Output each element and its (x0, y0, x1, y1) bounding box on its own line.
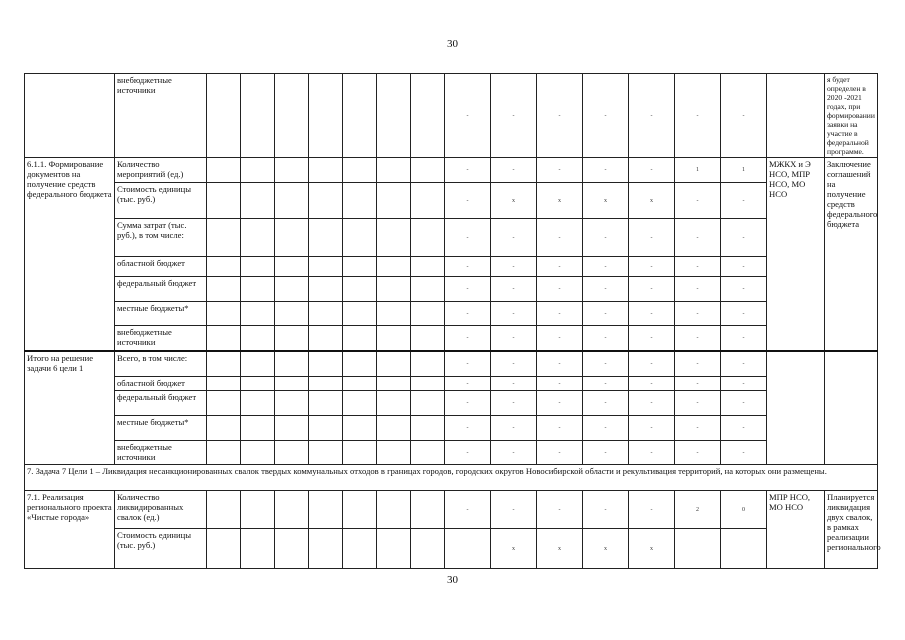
value-cell: - (445, 277, 491, 302)
indicator: областной бюджет (115, 257, 207, 277)
value-cell: - (491, 326, 537, 351)
empty-cell (825, 351, 878, 465)
empty-cell (275, 183, 309, 219)
table-row (25, 441, 878, 465)
value-cell (445, 529, 491, 569)
table-row (25, 74, 878, 158)
table-row (25, 351, 878, 377)
value-cell: - (629, 74, 675, 158)
empty-cell (241, 491, 275, 529)
empty-cell (241, 277, 275, 302)
value-cell: - (445, 441, 491, 465)
empty-cell (241, 219, 275, 257)
value-cell: - (629, 377, 675, 391)
empty-cell (411, 219, 445, 257)
value-cell: - (491, 377, 537, 391)
empty-cell (275, 219, 309, 257)
value-cell: - (629, 351, 675, 377)
indicator: федеральный бюджет (115, 391, 207, 416)
empty-cell (309, 441, 343, 465)
indicator: Количество ликвидированных свалок (ед.) (115, 491, 207, 529)
activity-name: 6.1.1. Формирование документов на получение средств федерального бюджета (25, 158, 115, 351)
value-cell: - (629, 302, 675, 326)
empty-cell (377, 529, 411, 569)
value-cell: - (537, 391, 583, 416)
value-cell: - (537, 257, 583, 277)
empty-cell (275, 158, 309, 183)
empty-cell (207, 491, 241, 529)
indicator: Стоимость единицы (тыс. руб.) (115, 183, 207, 219)
indicator: Сумма затрат (тыс. руб.), в том числе: (115, 219, 207, 257)
value-cell: - (721, 302, 767, 326)
empty-cell (241, 257, 275, 277)
value-cell: - (721, 219, 767, 257)
indicator: Количество мероприятий (ед.) (115, 158, 207, 183)
empty-cell (241, 441, 275, 465)
table-row (25, 158, 878, 183)
value-cell: - (537, 351, 583, 377)
note: Планируется ликвидация двух свалок, в рамках реализации регионального (825, 491, 878, 569)
value-cell: - (537, 158, 583, 183)
value-cell: - (721, 257, 767, 277)
empty-cell (343, 391, 377, 416)
empty-cell (411, 529, 445, 569)
value-cell: x (583, 183, 629, 219)
empty-cell (309, 351, 343, 377)
empty-cell (275, 302, 309, 326)
empty-cell (377, 377, 411, 391)
table-row (25, 219, 878, 257)
value-cell: - (721, 277, 767, 302)
empty-cell (377, 277, 411, 302)
indicator: областной бюджет (115, 377, 207, 391)
value-cell: - (675, 302, 721, 326)
value-cell: x (629, 529, 675, 569)
table-row (25, 491, 878, 529)
table-row (25, 257, 878, 277)
table-row (25, 377, 878, 391)
value-cell: - (537, 74, 583, 158)
section-heading: 7. Задача 7 Цели 1 – Ликвидация несанкционированных свалок твердых коммунальных отходов в границах городов, городских округов Новосибирской области и рекультивация территорий, на которых они размещены. (25, 465, 878, 491)
empty-cell (241, 529, 275, 569)
empty-cell (207, 377, 241, 391)
value-cell: - (537, 441, 583, 465)
empty-cell (411, 326, 445, 351)
empty-cell (207, 74, 241, 158)
empty-cell (309, 377, 343, 391)
activity-name (25, 74, 115, 158)
value-cell: - (491, 441, 537, 465)
value-cell: - (675, 377, 721, 391)
empty-cell (411, 158, 445, 183)
activity-name: 7.1. Реализация регионального проекта «Чистые города» (25, 491, 115, 569)
indicator: Стоимость единицы (тыс. руб.) (115, 529, 207, 569)
indicator: местные бюджеты* (115, 302, 207, 326)
empty-cell (309, 158, 343, 183)
value-cell: - (445, 219, 491, 257)
value-cell: - (629, 219, 675, 257)
value-cell: - (445, 183, 491, 219)
empty-cell (343, 257, 377, 277)
empty-cell (309, 74, 343, 158)
empty-cell (411, 441, 445, 465)
indicator: внебюджетные источники (115, 441, 207, 465)
value-cell: - (537, 277, 583, 302)
value-cell: - (629, 491, 675, 529)
empty-cell (343, 351, 377, 377)
value-cell: - (629, 391, 675, 416)
empty-cell (275, 416, 309, 441)
empty-cell (207, 326, 241, 351)
value-cell: - (629, 257, 675, 277)
value-cell: - (583, 377, 629, 391)
value-cell: - (629, 441, 675, 465)
value-cell: - (721, 74, 767, 158)
value-cell: - (675, 277, 721, 302)
value-cell: - (629, 416, 675, 441)
empty-cell (377, 326, 411, 351)
empty-cell (411, 257, 445, 277)
empty-cell (207, 416, 241, 441)
empty-cell (309, 257, 343, 277)
value-cell: - (629, 277, 675, 302)
value-cell: - (721, 351, 767, 377)
value-cell: - (445, 351, 491, 377)
value-cell: - (721, 326, 767, 351)
empty-cell (241, 377, 275, 391)
value-cell: x (491, 183, 537, 219)
indicator: внебюджетные источники (115, 74, 207, 158)
empty-cell (241, 74, 275, 158)
empty-cell (343, 416, 377, 441)
page-number-top: 30 (447, 38, 458, 50)
table-row (25, 326, 878, 351)
empty-cell (411, 74, 445, 158)
value-cell: - (445, 326, 491, 351)
empty-cell (207, 277, 241, 302)
value-cell (721, 529, 767, 569)
empty-cell (275, 491, 309, 529)
table-row (25, 391, 878, 416)
value-cell: - (491, 219, 537, 257)
empty-cell (241, 326, 275, 351)
empty-cell (377, 441, 411, 465)
value-cell: - (721, 391, 767, 416)
empty-cell (377, 416, 411, 441)
budget-table-wrapper (24, 73, 881, 567)
executor: МЖКХ и Э НСО, МПР НСО, МО НСО (767, 158, 825, 351)
value-cell: - (445, 257, 491, 277)
empty-cell (767, 351, 825, 465)
value-cell: - (675, 351, 721, 377)
value-cell: - (445, 491, 491, 529)
empty-cell (309, 183, 343, 219)
value-cell: - (675, 326, 721, 351)
value-cell: - (491, 351, 537, 377)
empty-cell (343, 441, 377, 465)
empty-cell (377, 491, 411, 529)
value-cell: - (445, 391, 491, 416)
empty-cell (241, 351, 275, 377)
value-cell: 1 (675, 158, 721, 183)
executor: МПР НСО, МО НСО (767, 491, 825, 569)
value-cell: - (537, 302, 583, 326)
empty-cell (275, 277, 309, 302)
value-cell: - (491, 158, 537, 183)
value-cell: - (583, 302, 629, 326)
value-cell: - (629, 326, 675, 351)
empty-cell (207, 351, 241, 377)
budget-table (24, 73, 881, 569)
empty-cell (411, 416, 445, 441)
empty-cell (309, 491, 343, 529)
empty-cell (411, 491, 445, 529)
empty-cell (275, 257, 309, 277)
empty-cell (207, 257, 241, 277)
value-cell: - (491, 302, 537, 326)
value-cell: - (675, 74, 721, 158)
value-cell: x (491, 529, 537, 569)
executor (767, 74, 825, 158)
value-cell: - (537, 219, 583, 257)
value-cell: - (721, 416, 767, 441)
empty-cell (343, 529, 377, 569)
empty-cell (275, 326, 309, 351)
empty-cell (241, 391, 275, 416)
activity-name: Итого на решение задачи 6 цели 1 (25, 351, 115, 465)
value-cell: - (583, 219, 629, 257)
empty-cell (275, 441, 309, 465)
empty-cell (377, 219, 411, 257)
value-cell: x (629, 183, 675, 219)
empty-cell (343, 158, 377, 183)
indicator: местные бюджеты* (115, 416, 207, 441)
table-row (25, 183, 878, 219)
value-cell: - (583, 416, 629, 441)
value-cell: - (583, 491, 629, 529)
value-cell: - (675, 183, 721, 219)
table-row (25, 302, 878, 326)
value-cell: - (445, 158, 491, 183)
empty-cell (207, 183, 241, 219)
value-cell: - (491, 277, 537, 302)
value-cell: - (491, 491, 537, 529)
value-cell: - (445, 302, 491, 326)
empty-cell (309, 302, 343, 326)
indicator: федеральный бюджет (115, 277, 207, 302)
value-cell: - (491, 416, 537, 441)
empty-cell (377, 183, 411, 219)
note: Заключение соглашений на получение средств федерального бюджета (825, 158, 878, 351)
value-cell: 1 (721, 158, 767, 183)
value-cell: - (675, 219, 721, 257)
value-cell: - (491, 391, 537, 416)
value-cell: 0 (721, 491, 767, 529)
empty-cell (411, 351, 445, 377)
value-cell: - (491, 257, 537, 277)
value-cell: - (583, 277, 629, 302)
empty-cell (241, 183, 275, 219)
empty-cell (207, 158, 241, 183)
value-cell: - (583, 326, 629, 351)
value-cell: - (583, 74, 629, 158)
empty-cell (309, 529, 343, 569)
empty-cell (343, 377, 377, 391)
value-cell: x (537, 183, 583, 219)
empty-cell (377, 302, 411, 326)
value-cell: - (583, 351, 629, 377)
empty-cell (377, 74, 411, 158)
value-cell: 2 (675, 491, 721, 529)
value-cell: x (583, 529, 629, 569)
table-row (25, 416, 878, 441)
empty-cell (377, 257, 411, 277)
empty-cell (309, 391, 343, 416)
value-cell: - (721, 183, 767, 219)
empty-cell (377, 158, 411, 183)
value-cell: - (537, 377, 583, 391)
value-cell: - (721, 377, 767, 391)
value-cell: - (445, 74, 491, 158)
empty-cell (275, 391, 309, 416)
empty-cell (343, 74, 377, 158)
value-cell: - (675, 441, 721, 465)
value-cell: - (675, 257, 721, 277)
empty-cell (411, 277, 445, 302)
empty-cell (309, 326, 343, 351)
empty-cell (343, 183, 377, 219)
indicator: Всего, в том числе: (115, 351, 207, 377)
empty-cell (309, 219, 343, 257)
empty-cell (411, 302, 445, 326)
empty-cell (275, 74, 309, 158)
value-cell: - (583, 391, 629, 416)
page-number-bottom: 30 (447, 574, 458, 586)
value-cell: - (675, 391, 721, 416)
value-cell: - (583, 158, 629, 183)
empty-cell (343, 219, 377, 257)
table-row (25, 277, 878, 302)
note: я будет определен в 2020 -2021 годах, при формировании заявки на участие в федеральной программе. (825, 74, 878, 158)
empty-cell (241, 158, 275, 183)
empty-cell (377, 391, 411, 416)
empty-cell (207, 529, 241, 569)
empty-cell (207, 441, 241, 465)
indicator: внебюджетные источники (115, 326, 207, 351)
empty-cell (241, 416, 275, 441)
empty-cell (207, 219, 241, 257)
empty-cell (411, 391, 445, 416)
value-cell: - (537, 416, 583, 441)
value-cell: - (583, 441, 629, 465)
table-row (25, 529, 878, 569)
value-cell: x (537, 529, 583, 569)
value-cell: - (537, 491, 583, 529)
empty-cell (207, 302, 241, 326)
value-cell: - (445, 377, 491, 391)
empty-cell (377, 351, 411, 377)
empty-cell (241, 302, 275, 326)
empty-cell (275, 351, 309, 377)
value-cell (675, 529, 721, 569)
value-cell: - (491, 74, 537, 158)
empty-cell (207, 391, 241, 416)
empty-cell (343, 326, 377, 351)
section-heading-row (25, 465, 878, 491)
empty-cell (343, 277, 377, 302)
value-cell: - (675, 416, 721, 441)
empty-cell (411, 183, 445, 219)
empty-cell (275, 377, 309, 391)
empty-cell (411, 377, 445, 391)
empty-cell (343, 302, 377, 326)
value-cell: - (721, 441, 767, 465)
empty-cell (309, 416, 343, 441)
empty-cell (309, 277, 343, 302)
empty-cell (275, 529, 309, 569)
value-cell: - (445, 416, 491, 441)
empty-cell (343, 491, 377, 529)
value-cell: - (537, 326, 583, 351)
value-cell: - (583, 257, 629, 277)
value-cell: - (629, 158, 675, 183)
